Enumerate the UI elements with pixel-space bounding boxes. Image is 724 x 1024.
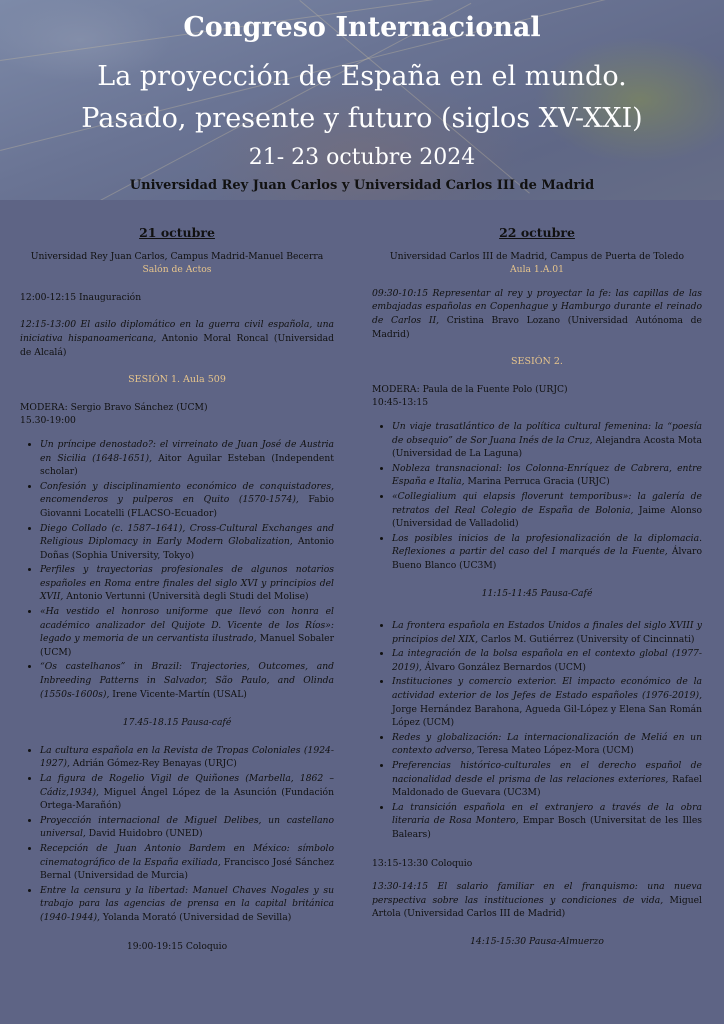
talk-title: «Collegialium qui elapsis floverunt temporibus»: la galería de retratos del Real Colegio de España de Bolonia, xyxy=(392,490,702,516)
break-label: 11:15-11:45 Pausa-Café xyxy=(481,588,593,600)
talk-title: Redes y globalización: La internacionalización de Meliá en un contexto adverso, xyxy=(392,731,702,757)
talk-author: Teresa Mateo López-Mora (UCM) xyxy=(474,745,634,757)
talk-author: Jorge Hernández Barahona, Agueda Gil-López y Elena San Román López (UCM) xyxy=(392,703,702,729)
day1-location: Universidad Rey Juan Carlos, Campus Madrid-Manuel Becerra xyxy=(30,250,324,262)
list-item xyxy=(40,605,334,659)
day1-session-time: 15.30-19:00 xyxy=(20,415,76,427)
talk-author: Cristina Bravo Lozano (Universidad Autónoma de Madrid) xyxy=(372,314,702,340)
talk-title: La frontera española en Estados Unidos a finales del siglo XVIII y principios del XIX, xyxy=(392,620,702,645)
day2-date: 22 octubre xyxy=(499,225,575,240)
day1-colloquium: 19:00-19:15 Coloquio xyxy=(126,940,228,952)
talk-title: Un príncipe denostado?: el virreinato de Juan José de Austria en Sicilia (1648-1651), xyxy=(40,438,334,464)
day1-opening: 12:00-12:15 Inauguración xyxy=(20,291,142,303)
talk-author: Empar Bosch (Universitat de les Illes Balears) xyxy=(392,815,702,840)
congress-title: Congreso Internacional xyxy=(183,12,541,43)
talk-title: Un viaje trasatlántico de la política cultural femenina: la “poesía de obsequio” de Sor Juana Inés de la Cruz, xyxy=(392,420,702,446)
day2-talk-list-2 xyxy=(372,619,702,842)
talk-title: La transición española en el extranjero a través de la obra literaria de Rosa Montero, xyxy=(392,801,702,827)
talk-title: “Os castelhanos” in Brazil: Trajectories, Outcomes, and Inbreeding Patterns in Salvador, São Paulo, and Olinda (1550s-1600s), xyxy=(40,661,334,700)
talk-title: «Ha vestido el honroso uniforme que llevó con honra el académico analizador del Quijote D. Vicente de los Ríos»: legado y memoria de un cervantista ilustrado, xyxy=(40,606,334,645)
list-item xyxy=(40,563,334,604)
talk-author: Fabio Giovanni Locatelli (FLACSO-Ecuador) xyxy=(40,494,334,519)
talk-title: 09:30-10:15 Representar al rey y proyectar la fe: las capillas de las embajadas españolas en Copenhague y Hamburgo durante el reinado de Carlos II, xyxy=(372,287,702,326)
talk-author: Yolanda Morató (Universidad de Sevilla) xyxy=(99,911,292,923)
talk-title: La integración de la bolsa española en el contexto global (1977-2019), xyxy=(392,648,702,673)
list-item xyxy=(40,814,334,841)
day1-room: Salón de Actos xyxy=(142,264,212,276)
talk-author: Antonio Vertunni (Università degli Studi del Molise) xyxy=(63,591,309,603)
talk-author: Irene Vicente-Martín (USAL) xyxy=(109,688,247,700)
talk-author: Antonio Doñas (Sophia University, Tokyo) xyxy=(40,536,334,561)
break-label: 14:15-15:30 Pausa-Almuerzo xyxy=(470,935,604,947)
day2-moderator: MODERA: Paula de la Fuente Polo (URJC) xyxy=(372,383,568,395)
talk-author: Miguel Artola (Universidad Carlos III de Madrid) xyxy=(372,894,702,920)
talk-author: David Huidobro (UNED) xyxy=(85,828,203,840)
day1-coffee-break xyxy=(20,716,334,730)
day1-talk-list-1 xyxy=(20,438,334,701)
talk-title: Confesión y disciplinamiento económico de conquistadores, encomenderos y pulperos en Quito (1570-1574), xyxy=(40,480,334,506)
list-item xyxy=(392,647,702,674)
talk-title: Perfiles y trayectorias profesionales de algunos notarios españoles en Roma entre finales del siglo XVI y principios del XVII, xyxy=(40,564,334,603)
congress-subtitle: La proyección de España en el mundo. Pasado, presente y futuro (siglos XV-XXI) xyxy=(81,61,643,134)
day1-session1: SESIÓN 1. Aula 509 xyxy=(128,374,226,386)
talk-author: Rafael Maldonado de Guevara (UC3M) xyxy=(392,773,702,799)
list-item xyxy=(392,462,702,489)
talk-author: Carlos M. Gutiérrez (University of Cincinnati) xyxy=(478,633,695,645)
list-item xyxy=(392,731,702,758)
talk-author: Manuel Sobaler (UCM) xyxy=(40,633,334,658)
talk-author: Antonio Moral Roncal (Universidad de Alcalá) xyxy=(20,332,334,358)
list-item xyxy=(40,522,334,563)
day1-moderator: MODERA: Sergio Bravo Sánchez (UCM) xyxy=(20,401,208,413)
talk-author: Álvaro González Bernardos (UCM) xyxy=(421,661,586,673)
talk-author: Marina Perruca Gracia (URJC) xyxy=(464,476,610,488)
list-item xyxy=(392,532,702,573)
talk-author: Alejandra Acosta Mota (Universidad de La Laguna) xyxy=(392,434,702,460)
list-item xyxy=(40,480,334,521)
talk-title: 12:15-13:00 El asilo diplomático en la guerra civil española, una iniciativa hispanoamericana, xyxy=(20,319,334,344)
day2-column xyxy=(372,226,702,949)
congress-hosts: Universidad Rey Juan Carlos y Universidad Carlos III de Madrid xyxy=(129,178,595,193)
talk-title: Instituciones y comercio exterior. El impacto económico de la actividad exterior de los Jefes de Estado españoles (1976-2019), xyxy=(392,676,702,702)
talk-author: Aitor Aguilar Esteban (Independent scholar) xyxy=(40,452,334,478)
day2-session-time: 10:45-13:15 xyxy=(372,397,429,409)
day2-talk1 xyxy=(372,287,702,341)
day2-talk-list-1 xyxy=(372,420,702,573)
day1-talk1 xyxy=(20,318,334,359)
day2-talk2 xyxy=(372,880,702,921)
talk-title: Los posibles inicios de la profesionalización de la diplomacia. Reflexiones a partir del caso del I marqués de la Fuente, xyxy=(392,532,702,558)
list-item xyxy=(392,490,702,531)
talk-title: La cultura española en la Revista de Tropas Coloniales (1924-1927), xyxy=(40,744,334,770)
talk-author: Álvaro Bueno Blanco (UC3M) xyxy=(392,546,702,571)
day2-colloquium: 13:15-13:30 Coloquio xyxy=(372,857,473,869)
list-item xyxy=(40,842,334,883)
day2-lunch xyxy=(372,935,702,949)
list-item xyxy=(392,801,702,842)
talk-title: Preferencias histórico-culturales en el derecho español de nacionalidad desde el prisma de las relaciones exteriores, xyxy=(392,760,702,785)
list-item xyxy=(40,660,334,701)
talk-title: La figura de Rogelio Vigil de Quiñones (Marbella, 1862 – Cádiz,1934), xyxy=(40,773,334,798)
talk-title: 13:30-14:15 El salario familiar en el franquismo: una nueva perspectiva sobre las instituciones y condiciones de vida, xyxy=(372,881,702,906)
talk-author: Francisco José Sánchez Bernal (Universidad de Murcia) xyxy=(40,856,334,882)
talk-title: Recepción de Juan Antonio Bardem en México: símbolo cinematográfico de la España exiliada, xyxy=(40,842,334,868)
day1-column xyxy=(20,226,334,953)
day2-location: Universidad Carlos III de Madrid, Campus de Puerta de Toledo xyxy=(389,250,685,262)
talk-title: Entre la censura y la libertad: Manuel Chaves Nogales y su trabajo para las agencias de prensa en la capital británica (1940-1944), xyxy=(40,884,334,923)
list-item xyxy=(392,675,702,729)
day1-talk-list-2 xyxy=(20,744,334,925)
talk-author: Miguel Ángel López de la Asunción (Fundación Ortega-Marañón) xyxy=(40,786,334,812)
day2-coffee-break xyxy=(372,587,702,601)
list-item xyxy=(40,744,334,771)
list-item xyxy=(392,420,702,461)
header-banner xyxy=(0,0,724,200)
break-label: 17.45-18.15 Pausa-café xyxy=(122,717,232,729)
list-item xyxy=(40,884,334,925)
talk-author: Adrián Gómez-Rey Benayas (URJC) xyxy=(69,758,237,770)
day2-room: Aula 1.A.01 xyxy=(510,264,564,276)
day1-date: 21 octubre xyxy=(139,225,215,240)
list-item xyxy=(40,772,334,813)
talk-author: Jaime Alonso (Universidad de Valladolid) xyxy=(392,504,703,530)
congress-dates: 21- 23 octubre 2024 xyxy=(248,145,476,170)
list-item xyxy=(40,438,334,479)
talk-title: Diego Collado (c. 1587–1641), Cross-Cultural Exchanges and Religious Diplomacy in Early Modern Globalization, xyxy=(40,522,334,548)
list-item xyxy=(392,759,702,800)
day2-session2: SESIÓN 2. xyxy=(511,356,563,368)
list-item xyxy=(392,619,702,646)
talk-title: Nobleza transnacional: los Colonna-Enríquez de Cabrera, entre España e Italia, xyxy=(392,462,702,488)
talk-title: Proyección internacional de Miguel Delibes, un castellano universal, xyxy=(40,814,334,840)
